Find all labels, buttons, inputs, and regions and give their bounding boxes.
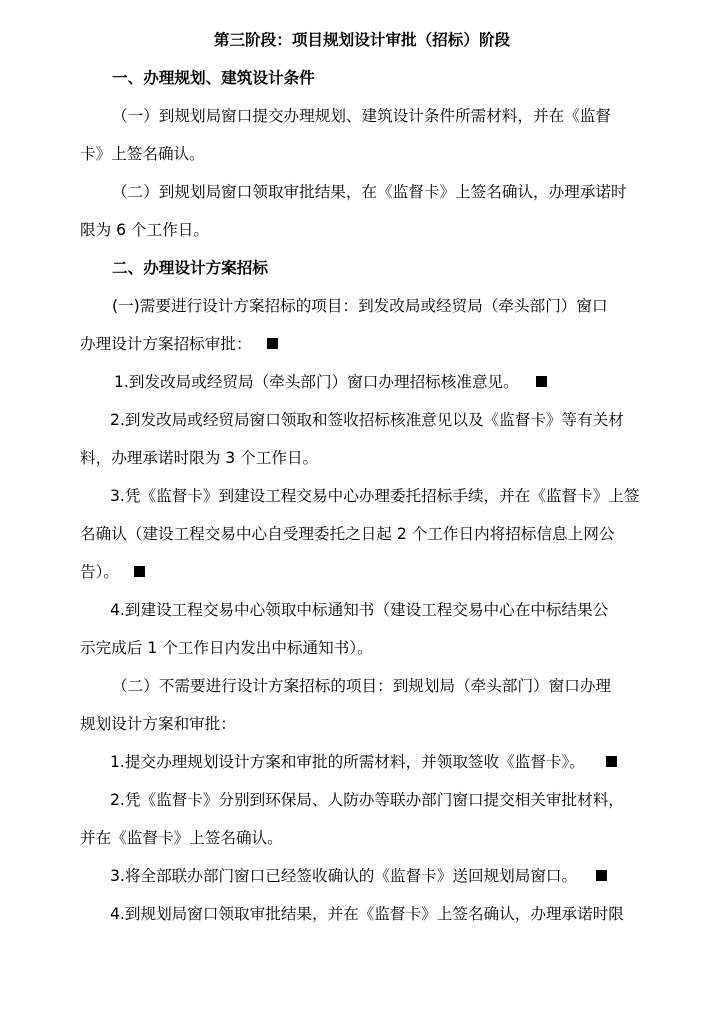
- section-heading-1: 一、办理规划、建筑设计条件: [112, 69, 315, 87]
- paragraph-line: （一）到规划局窗口提交办理规划、建筑设计条件所需材料，并在《监督: [112, 107, 612, 125]
- black-square-mark: [606, 756, 617, 767]
- paragraph-line: 1.到发改局或经贸局（牵头部门）窗口办理招标核准意见。: [0, 370, 724, 394]
- paragraph-line: 并在《监督卡》上签名确认。: [80, 829, 283, 847]
- paragraph-line: 1.提交办理规划设计方案和审批的所需材料，并领取签收《监督卡》。: [0, 750, 724, 774]
- paragraph-line: 告）。: [0, 560, 724, 584]
- page-title: 第三阶段：项目规划设计审批（招标）阶段: [213, 31, 511, 49]
- paragraph-line: 规划设计方案和审批：: [80, 715, 236, 733]
- paragraph-line: 卡》上签名确认。: [80, 145, 205, 163]
- paragraph-line: 办理设计方案招标审批：: [0, 332, 724, 356]
- paragraph-line: 限为 6 个工作日。: [80, 221, 209, 239]
- paragraph-line: 4.到规划局窗口领取审批结果，并在《监督卡》上签名确认，办理承诺时限: [110, 905, 624, 923]
- paragraph-line: 3.凭《监督卡》到建设工程交易中心办理委托招标手续，并在《监督卡》上签: [110, 487, 640, 505]
- paragraph-line: 2.到发改局或经贸局窗口领取和签收招标核准意见以及《监督卡》等有关材: [110, 411, 624, 429]
- paragraph-line: 4.到建设工程交易中心领取中标通知书（建设工程交易中心在中标结果公: [110, 601, 609, 619]
- black-square-mark: [596, 870, 607, 881]
- black-square-mark: [134, 566, 145, 577]
- section-heading-2: 二、办理设计方案招标: [112, 259, 268, 277]
- paragraph-line: （二）到规划局窗口领取审批结果，在《监督卡》上签名确认，办理承诺时: [112, 183, 627, 201]
- paragraph-line: 3.将全部联办部门窗口已经签收确认的《监督卡》送回规划局窗口。: [0, 864, 724, 888]
- paragraph-line: 料，办理承诺时限为 3 个工作日。: [80, 449, 319, 467]
- paragraph-line: 2.凭《监督卡》分别到环保局、人防办等联办部门窗口提交相关审批材料，: [110, 791, 624, 809]
- paragraph-line: 名确认（建设工程交易中心自受理委托之日起 2 个工作日内将招标信息上网公: [80, 525, 615, 543]
- paragraph-line: (一)需要进行设计方案招标的项目：到发改局或经贸局（牵头部门）窗口: [112, 297, 608, 315]
- paragraph-line: （二）不需要进行设计方案招标的项目：到规划局（牵头部门）窗口办理: [112, 677, 612, 695]
- paragraph-line: 示完成后 1 个工作日内发出中标通知书）。: [80, 639, 373, 657]
- black-square-mark: [536, 376, 547, 387]
- black-square-mark: [267, 338, 278, 349]
